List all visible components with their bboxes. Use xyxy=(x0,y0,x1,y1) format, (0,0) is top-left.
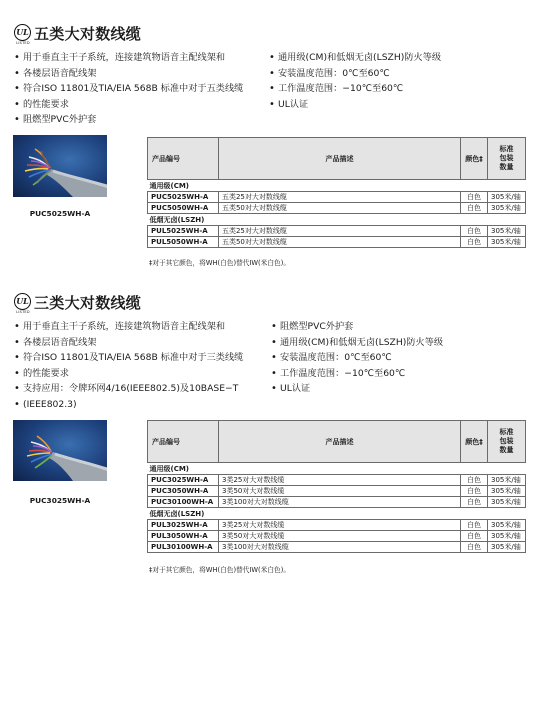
header-product-code: 产品编号 xyxy=(148,138,219,180)
feature-item: • 工作温度范围：−10℃至60℃ xyxy=(271,366,443,382)
table-row: PUL3050WH-A 3类50对大对数线缆 白色 305米/轴 xyxy=(148,531,526,542)
ul-listed-logo-icon: UL LISTED xyxy=(14,24,32,45)
header-package-qty xyxy=(487,138,525,180)
table-row: PUL3025WH-A 3类25对大对数线缆 白色 305米/轴 xyxy=(148,520,526,531)
table-header-row xyxy=(148,421,526,463)
feature-item: • UL认证 xyxy=(271,381,443,397)
feature-item: • 通用级(CM)和低烟无卤(LSZH)防火等级 xyxy=(269,50,441,66)
feature-list-left xyxy=(14,50,243,128)
table-group-label: 低烟无卤(LSZH) xyxy=(149,509,205,518)
section-title: 五类大对数线缆 xyxy=(34,25,142,43)
feature-item: • 支持应用：令牌环网4/16(IEEE802.5)及10BASE−T xyxy=(14,381,243,397)
cable-product-photo xyxy=(13,420,107,481)
header-package-qty-text: 标准 包装 数量 xyxy=(499,428,514,454)
feature-item-cont: • 的性能要求 xyxy=(14,366,243,382)
feature-item: • 通用级(CM)和低烟无卤(LSZH)防火等级 xyxy=(271,335,443,351)
header-product-code: 产品编号 xyxy=(148,421,219,463)
header-description: 产品描述 xyxy=(218,421,460,463)
feature-item-cont: • (IEEE802.3) xyxy=(14,397,243,413)
header-color: 颜色‡ xyxy=(461,138,488,180)
header-package-qty xyxy=(488,421,526,463)
table-group-label: 通用级(CM) xyxy=(149,464,190,473)
table-row: PUC5025WH-A 五类25对大对数线缆 白色 305米/轴 xyxy=(148,192,526,203)
feature-item: • 工作温度范围：−10℃至60℃ xyxy=(269,81,441,97)
table-footnote: ‡对于其它颜色，将WH(白色)替代IW(米白色)。 xyxy=(149,566,291,574)
feature-item: • 用于垂直主干子系统，连接建筑物语音主配线架和 xyxy=(14,319,243,335)
table-row: PUL5025WH-A 五类25对大对数线缆 白色 305米/轴 xyxy=(148,226,526,237)
feature-item: • 符合ISO 11801及TIA/EIA 568B 标准中对于五类线缆 xyxy=(14,81,243,97)
table-row: PUL5050WH-A 五类50对大对数线缆 白色 305米/轴 xyxy=(148,237,526,248)
feature-list-left xyxy=(14,319,243,412)
feature-item: • 安装温度范围：0℃至60℃ xyxy=(271,350,443,366)
header-color: 颜色‡ xyxy=(461,421,488,463)
table-group-label: 通用级(CM) xyxy=(149,181,190,190)
feature-item: • UL认证 xyxy=(269,97,441,113)
feature-item-cont: • 各楼层语音配线架 xyxy=(14,335,243,351)
feature-item: • 用于垂直主干子系统，连接建筑物语音主配线架和 xyxy=(14,50,243,66)
header-package-qty-text: 标准 包装 数量 xyxy=(499,145,514,171)
table-row: PUC3025WH-A 3类25对大对数线缆 白色 305米/轴 xyxy=(148,475,526,486)
feature-item-cont: • 的性能要求 xyxy=(14,97,243,113)
feature-list-right xyxy=(271,319,443,397)
feature-item-cont: • 各楼层语音配线架 xyxy=(14,66,243,82)
feature-item: • 安装温度范围：0℃至60℃ xyxy=(269,66,441,82)
feature-item: • 阻燃型PVC外护套 xyxy=(271,319,443,335)
table-footnote: ‡对于其它颜色，将WH(白色)替代IW(米白色)。 xyxy=(149,259,291,267)
feature-list-right xyxy=(269,50,441,112)
table-group-label: 低烟无卤(LSZH) xyxy=(149,215,205,224)
feature-item: • 阻燃型PVC外护套 xyxy=(14,112,243,128)
table-row: PUL30100WH-A 3类100对大对数线缆 白色 305米/轴 xyxy=(148,542,526,553)
cable-product-photo xyxy=(13,135,107,197)
ul-listed-logo-icon: UL LISTED xyxy=(14,293,32,314)
section-title: 三类大对数线缆 xyxy=(34,294,142,312)
product-table xyxy=(147,420,526,553)
photo-caption: PUC3025WH-A xyxy=(29,496,91,505)
table-header-row xyxy=(148,138,526,180)
feature-item: • 符合ISO 11801及TIA/EIA 568B 标准中对于三类线缆 xyxy=(14,350,243,366)
table-row: PUC30100WH-A 3类100对大对数线缆 白色 305米/轴 xyxy=(148,497,526,508)
header-description: 产品描述 xyxy=(218,138,460,180)
table-row: PUC3050WH-A 3类50对大对数线缆 白色 305米/轴 xyxy=(148,486,526,497)
photo-caption: PUC5025WH-A xyxy=(29,209,91,218)
table-row: PUC5050WH-A 五类50对大对数线缆 白色 305米/轴 xyxy=(148,203,526,214)
product-table xyxy=(147,137,526,248)
